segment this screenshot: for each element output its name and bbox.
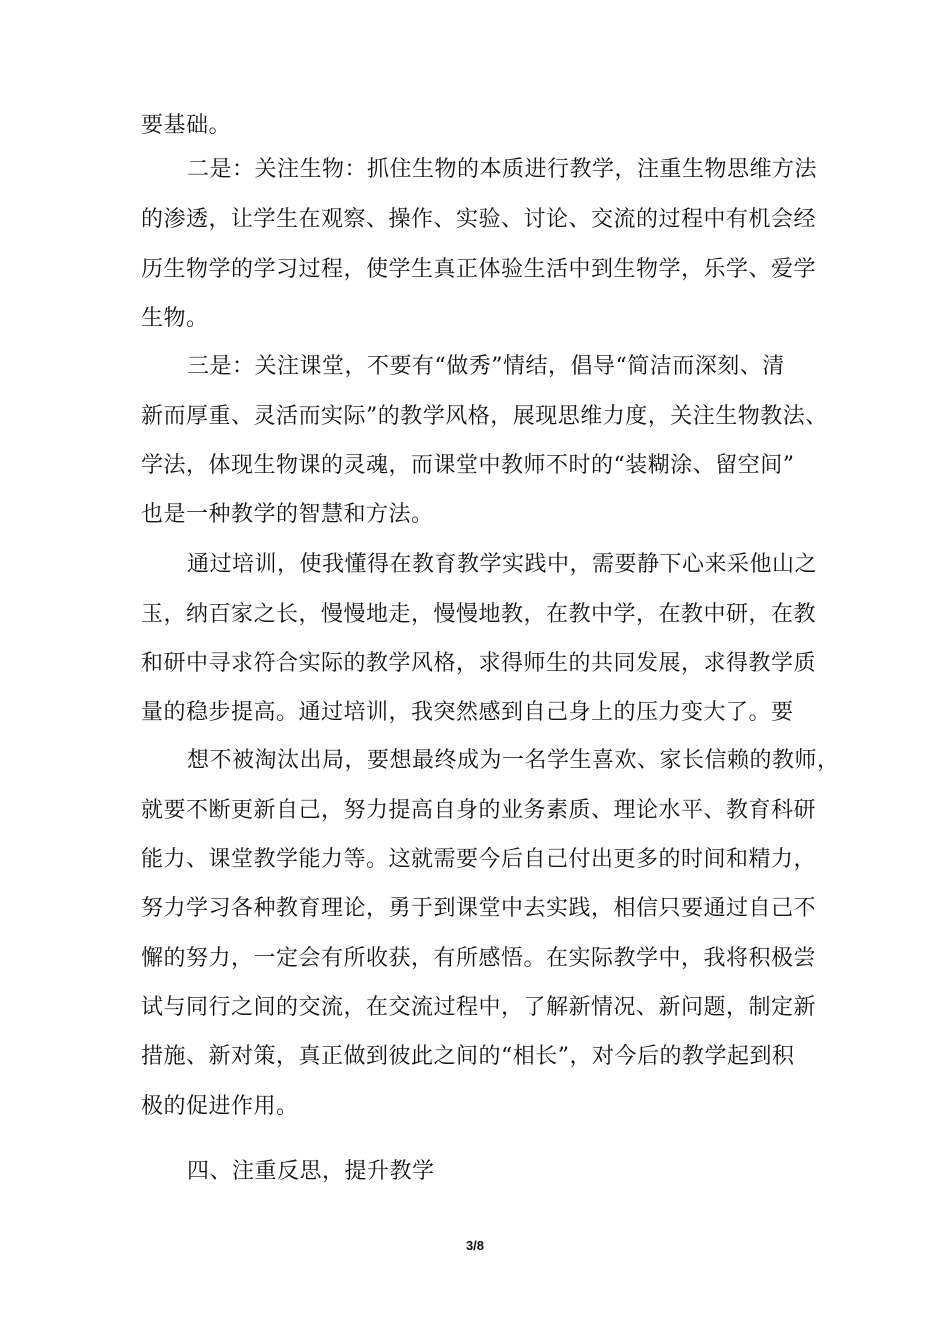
- text-line-19: 试与同行之间的交流，在交流过程中，了解新情况、新问题，制定新: [141, 995, 817, 1020]
- text-line-21: 极的促进作用。: [141, 1094, 299, 1119]
- text-line-13: 量的稳步提高。通过培训，我突然感到自己身上的压力变大了。要: [141, 700, 794, 725]
- text-line-17: 努力学习各种教育理论，勇于到课堂中去实践，相信只要通过自己不: [141, 896, 817, 921]
- text-line-6: 三是：关注课堂，不要有“做秀”情结，倡导“简洁而深刻、清: [187, 354, 785, 379]
- text-line-8: 学法，体现生物课的灵魂，而课堂中教师不时的“装糊涂、留空间”: [141, 453, 795, 478]
- text-line-12: 和研中寻求符合实际的教学风格，求得师生的共同发展，求得教学质: [141, 651, 817, 676]
- text-line-4: 历生物学的学习过程，使学生真正体验生活中到生物学，乐学、爱学: [141, 257, 817, 282]
- text-line-10: 通过培训，使我懂得在教育教学实践中，需要静下心来采他山之: [187, 552, 818, 577]
- text-line-7: 新而厚重、灵活而实际”的教学风格，展现思维力度，关注生物教法、: [141, 404, 828, 429]
- section-heading: 四、注重反思，提升教学: [187, 1159, 435, 1184]
- page-number: 3/8: [465, 1238, 485, 1253]
- text-line-9: 也是一种教学的智慧和方法。: [141, 502, 434, 527]
- text-line-15: 就要不断更新自己，努力提高自身的业务素质、理论水平、教育科研: [141, 798, 817, 823]
- text-line-1: 要基础。: [141, 113, 232, 138]
- text-line-3: 的渗透，让学生在观察、操作、实验、讨论、交流的过程中有机会经: [141, 207, 817, 232]
- text-line-5: 生物。: [141, 306, 209, 331]
- text-line-16: 能力、课堂教学能力等。这就需要今后自己付出更多的时间和精力，: [141, 847, 817, 872]
- text-line-2: 二是：关注生物：抓住生物的本质进行教学，注重生物思维方法: [187, 157, 818, 182]
- text-line-14: 想不被淘汰出局，要想最终成为一名学生喜欢、家长信赖的教师，: [187, 748, 840, 773]
- text-line-11: 玉，纳百家之长，慢慢地走，慢慢地教，在教中学，在教中研，在教: [141, 602, 817, 627]
- text-line-20: 措施、新对策，真正做到彼此之间的“相长”，对今后的教学起到积: [141, 1044, 795, 1069]
- text-line-18: 懈的努力，一定会有所收获，有所感悟。在实际教学中，我将积极尝: [141, 946, 817, 971]
